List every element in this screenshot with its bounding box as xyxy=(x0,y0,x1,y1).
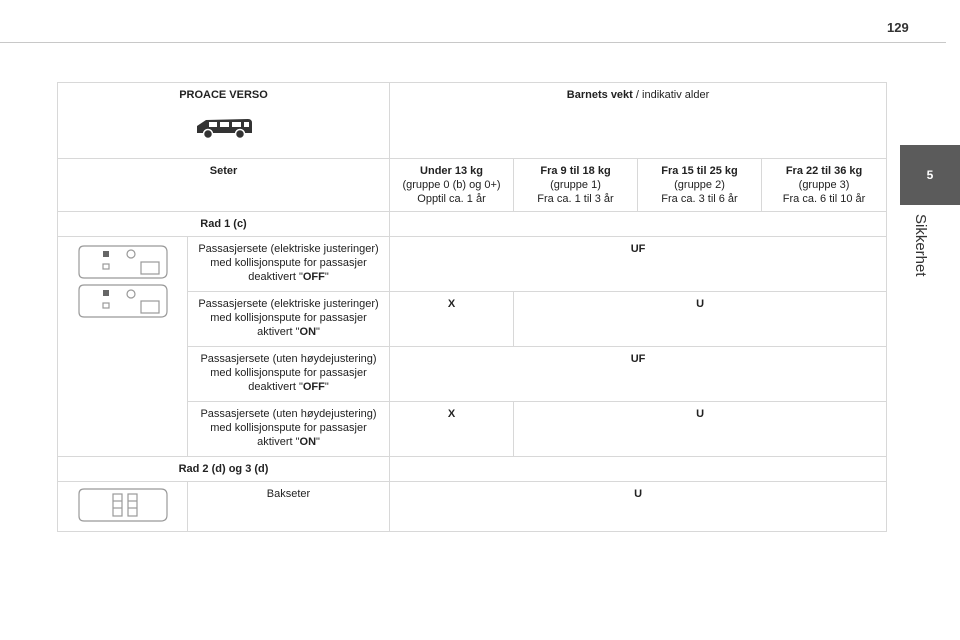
front-passenger-seat-diagram-icon xyxy=(73,242,173,322)
seat-description xyxy=(188,402,390,457)
suitability-value: U xyxy=(514,402,887,457)
group-number: (gruppe 2) xyxy=(674,179,725,191)
seat-description xyxy=(188,292,390,347)
suitability-value: U xyxy=(390,482,887,532)
table-row xyxy=(58,237,887,292)
suitability-value: U xyxy=(514,292,887,347)
child-seat-table xyxy=(57,82,887,532)
indicative-age-label: / indikativ alder xyxy=(632,89,710,101)
group-header-1 xyxy=(514,159,638,212)
group-number: (gruppe 1) xyxy=(550,179,601,191)
group-weight: Fra 22 til 36 kg xyxy=(785,165,863,177)
vehicle-name: PROACE VERSO xyxy=(179,89,268,101)
vehicle-cell xyxy=(58,83,390,159)
van-icon xyxy=(193,114,255,140)
group-header-2 xyxy=(638,159,762,212)
seat-description-text: Passasjersete (elektriske justeringer) med kollisjonspute for passasjer deaktivert " xyxy=(198,243,379,283)
group-header-3 xyxy=(762,159,887,212)
group-number: (gruppe 3) xyxy=(798,179,850,191)
airbag-state: ON xyxy=(299,436,317,448)
child-weight-label: Barnets vekt xyxy=(566,89,633,101)
group-number: (gruppe 0 (b) og 0+) xyxy=(402,179,501,191)
airbag-state: OFF xyxy=(302,381,325,393)
table-row xyxy=(58,482,887,532)
seat-description-text: Passasjersete (elektriske justeringer) med kollisjonspute for passasjer aktivert " xyxy=(198,298,379,338)
child-weight-header xyxy=(390,83,887,159)
airbag-state: ON xyxy=(299,326,317,338)
suitability-value: UF xyxy=(390,237,887,292)
table-header-row xyxy=(58,83,887,159)
seat-description xyxy=(188,237,390,292)
page-number: 129 xyxy=(887,20,909,35)
seats-column-header: Seter xyxy=(58,159,390,212)
group-age: Opptil ca. 1 år xyxy=(417,193,486,205)
quote-mark: " xyxy=(324,271,329,283)
rear-seat-diagram-cell xyxy=(58,482,188,532)
rear-seats-diagram-icon xyxy=(73,487,173,523)
suitability-value: UF xyxy=(390,347,887,402)
row2-label-row xyxy=(58,457,887,482)
quote-mark: " xyxy=(324,381,329,393)
quote-mark: " xyxy=(316,436,320,448)
row1-label-empty xyxy=(390,212,887,237)
seat-description-text: Passasjersete (uten høydejustering) med kollisjonspute for passasjer deaktivert " xyxy=(200,353,377,393)
front-seat-diagram-cell xyxy=(58,237,188,457)
row1-label: Rad 1 (c) xyxy=(58,212,390,237)
suitability-value: X xyxy=(390,402,514,457)
group-age: Fra ca. 1 til 3 år xyxy=(537,193,614,205)
top-rule xyxy=(0,42,946,43)
chapter-tab[interactable]: 5 xyxy=(900,145,960,205)
row2-label: Rad 2 (d) og 3 (d) xyxy=(58,457,390,482)
quote-mark: " xyxy=(316,326,320,338)
group-age: Fra ca. 6 til 10 år xyxy=(782,193,866,205)
seat-description xyxy=(188,347,390,402)
group-age: Fra ca. 3 til 6 år xyxy=(661,193,738,205)
airbag-state: OFF xyxy=(302,271,325,283)
column-header-row xyxy=(58,159,887,212)
seat-description: Bakseter xyxy=(188,482,390,532)
group-header-0 xyxy=(390,159,514,212)
chapter-title: Sikkerhet xyxy=(912,214,929,277)
row2-label-empty xyxy=(390,457,887,482)
group-weight: Fra 9 til 18 kg xyxy=(540,165,611,177)
suitability-value: X xyxy=(390,292,514,347)
group-weight: Fra 15 til 25 kg xyxy=(661,165,738,177)
row1-label-row xyxy=(58,212,887,237)
group-weight: Under 13 kg xyxy=(420,165,483,177)
seat-description-text: Passasjersete (uten høydejustering) med kollisjonspute for passasjer aktivert " xyxy=(200,408,377,448)
